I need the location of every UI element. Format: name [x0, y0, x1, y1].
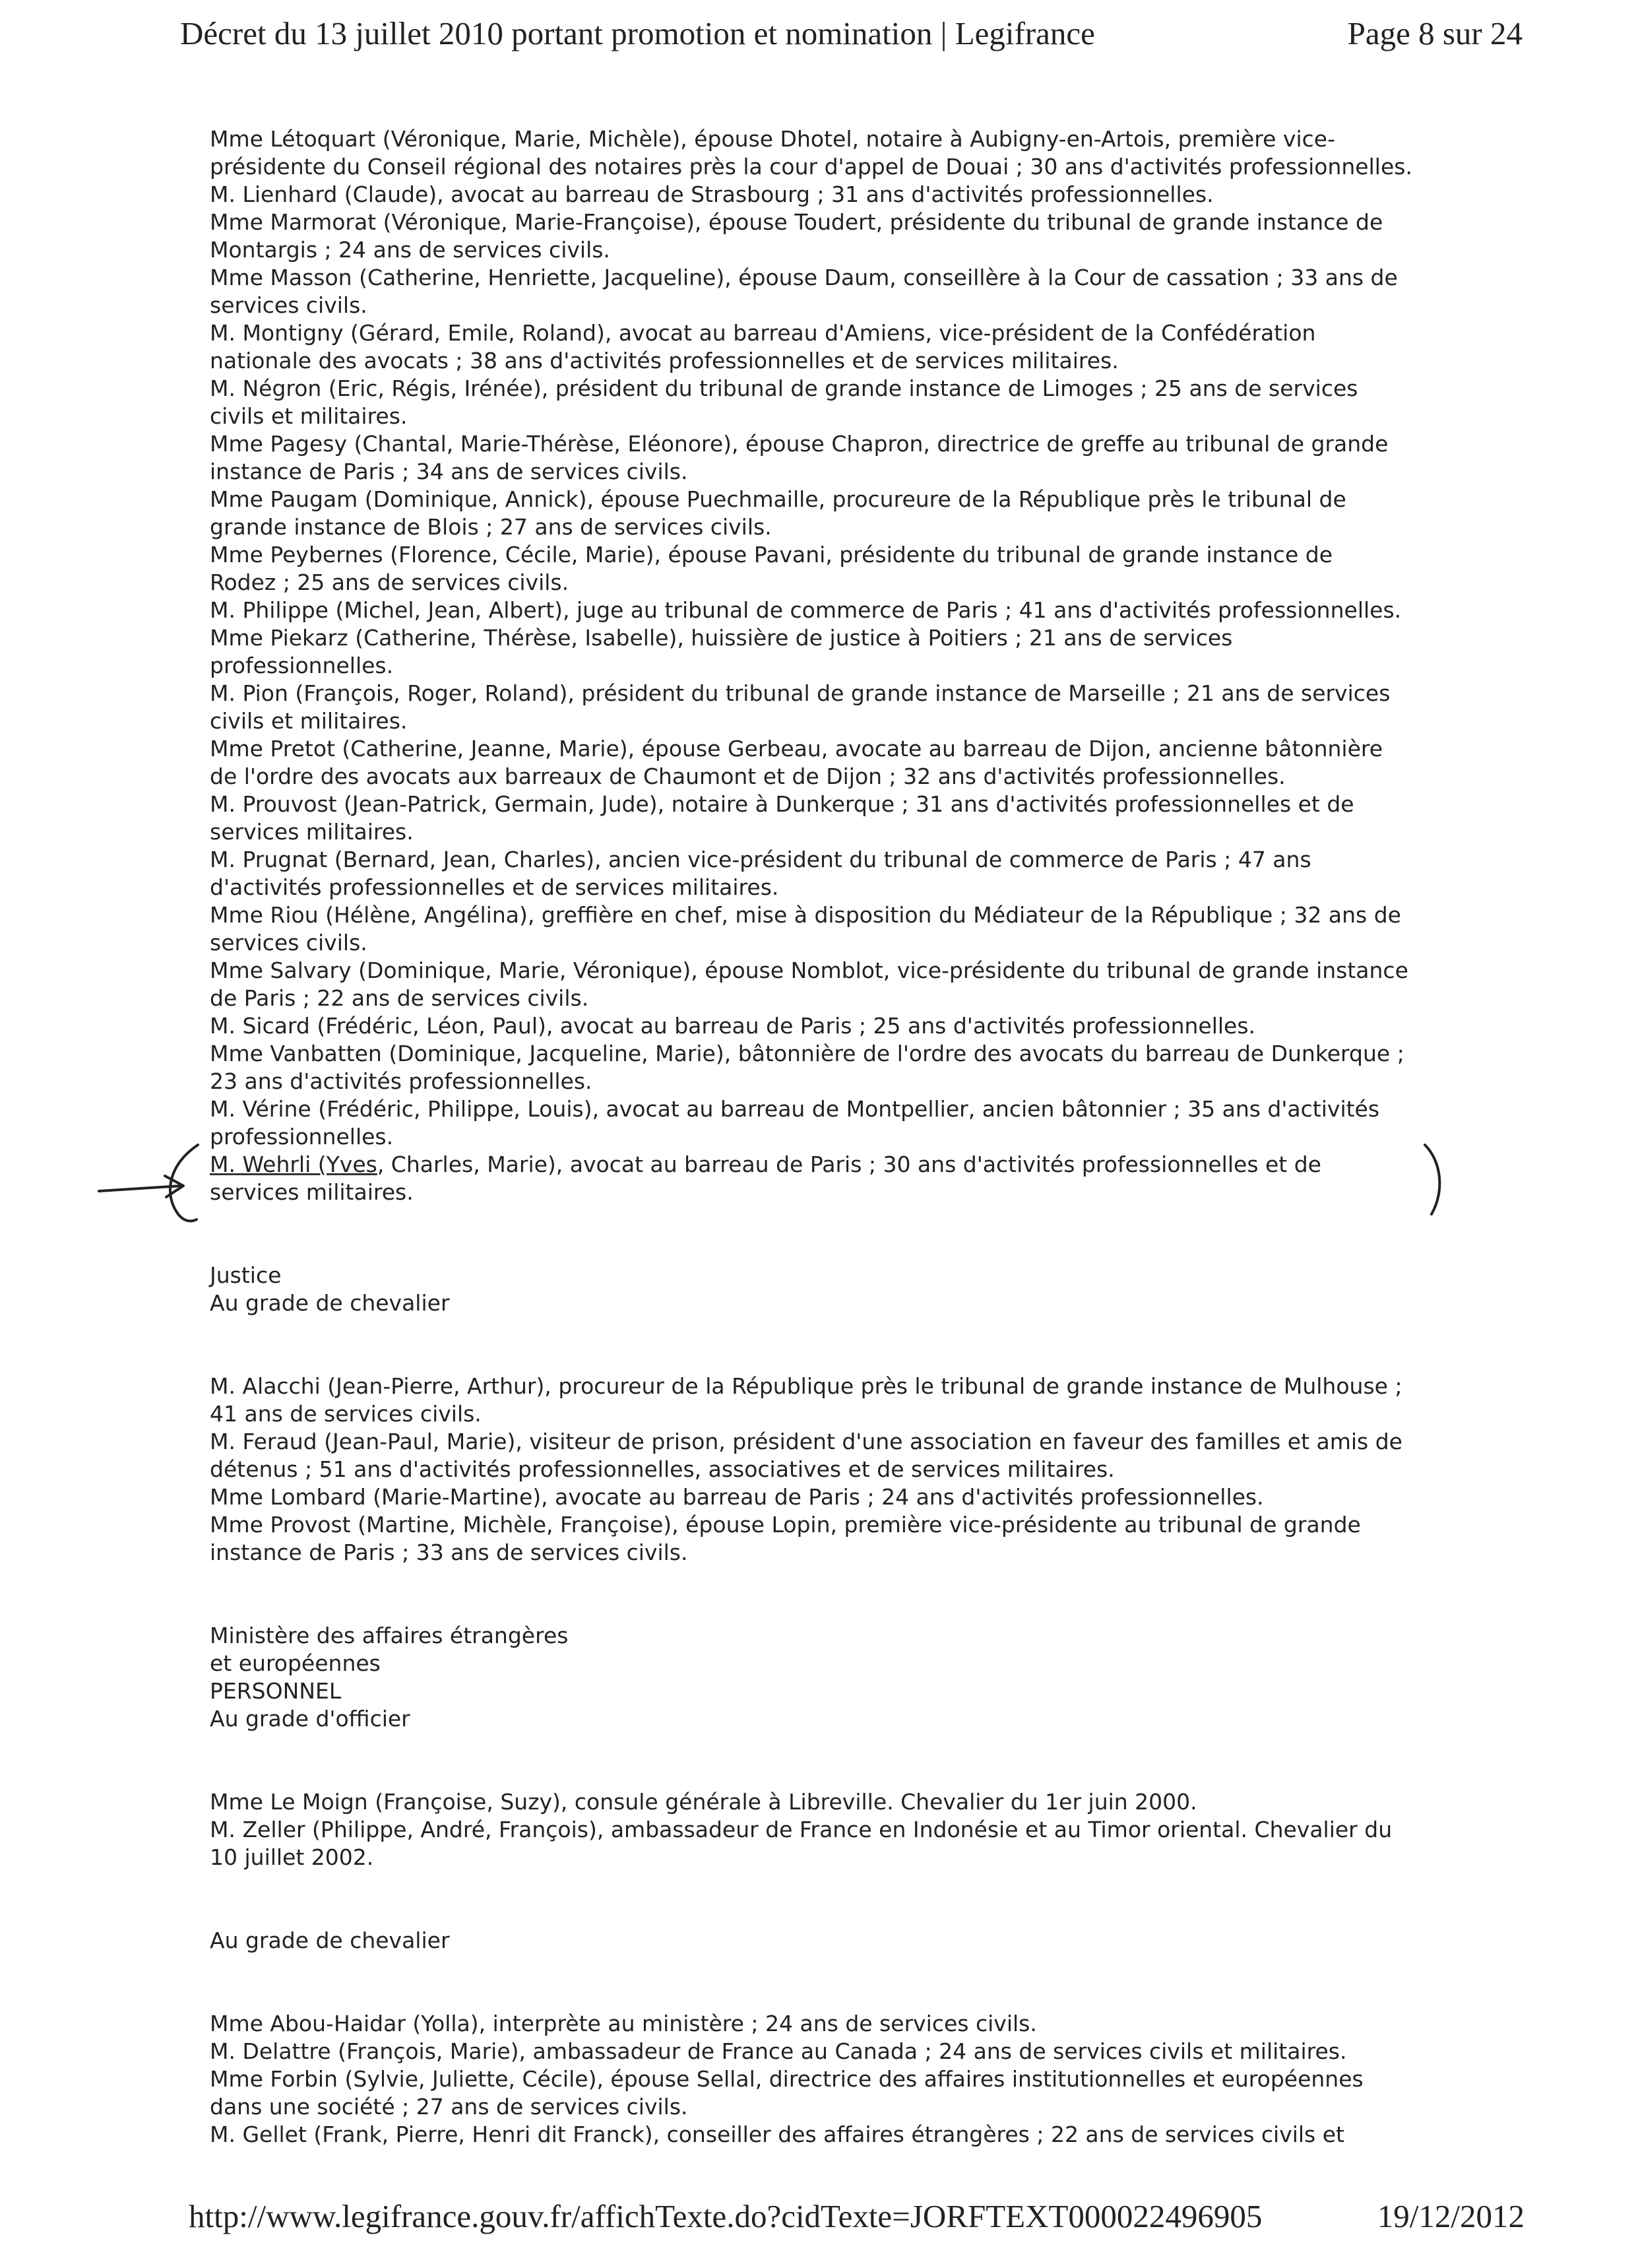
- source-url: http://www.legifrance.gouv.fr/affichTexte.do?cidTexte=JORFTEXT000022496905: [189, 2198, 1263, 2234]
- entries-top-list: [210, 125, 1503, 1206]
- list-item: M. Sicard (Frédéric, Léon, Paul), avocat au barreau de Paris ; 25 ans d'activités professionnelles.: [210, 1013, 1256, 1039]
- print-date: 19/12/2012: [1377, 2198, 1525, 2234]
- list-item: M. Prouvost (Jean-Patrick, Germain, Jude), notaire à Dunkerque ; 31 ans d'activités professionnelles et de services militaires.: [210, 791, 1354, 845]
- list-item: Mme Lombard (Marie-Martine), avocate au barreau de Paris ; 24 ans d'activités professionnelles.: [210, 1484, 1264, 1510]
- entries-justice-list: [210, 1373, 1503, 1567]
- section-heading-mae: Ministère des affaires étrangères et européennes PERSONNEL Au grade d'officier: [210, 1623, 569, 1732]
- marked-list-item: [210, 1151, 1503, 1206]
- list-item: M. Négron (Eric, Régis, Irénée), président du tribunal de grande instance de Limoges ; 25 ans de services civils et militaires.: [210, 375, 1358, 429]
- page-number: Page 8 sur 24: [1347, 15, 1523, 51]
- list-item: Mme Pagesy (Chantal, Marie-Thérèse, Eléonore), épouse Chapron, directrice de greffe au tribunal de grande instance de Paris ; 34 ans de services civils.: [210, 431, 1389, 484]
- list-item: M. Montigny (Gérard, Emile, Roland), avocat au barreau d'Amiens, vice-président de la Confédération nationale des avocats ; 38 ans d'activités professionnelles et de services militaires.: [210, 320, 1316, 373]
- section-heading-chevalier: Au grade de chevalier: [210, 1928, 450, 1953]
- underlined-name: M. Wehrli (Yves: [210, 1151, 377, 1177]
- list-item: Mme Forbin (Sylvie, Juliette, Cécile), épouse Sellal, directrice des affaires institutionnelles et européennes dans une société ; 27 ans de services civils.: [210, 2066, 1364, 2120]
- list-item: Mme Riou (Hélène, Angélina), greffière en chef, mise à disposition du Médiateur de la République ; 32 ans de services civils.: [210, 902, 1401, 956]
- list-item: M. Delattre (François, Marie), ambassadeur de France au Canada ; 24 ans de services civils et militaires.: [210, 2038, 1347, 2064]
- list-item: M. Alacchi (Jean-Pierre, Arthur), procureur de la République près le tribunal de grande instance de Mulhouse ; 41 ans de services civils.: [210, 1373, 1402, 1427]
- list-item: Mme Létoquart (Véronique, Marie, Michèle), épouse Dhotel, notaire à Aubigny-en-Artois, première vice- présidente du Conseil régional des notaires près la cour d'appel de Douai ; 30 ans d'activités professionnelles.: [210, 126, 1412, 179]
- list-item: Mme Provost (Martine, Michèle, Françoise), épouse Lopin, première vice-présidente au tribunal de grande instance de Paris ; 33 ans de services civils.: [210, 1512, 1361, 1565]
- list-item: Mme Salvary (Dominique, Marie, Véronique), épouse Nomblot, vice-présidente du tribunal de grande instance de Paris ; 22 ans de services civils.: [210, 957, 1408, 1011]
- entries-chevalier-list: [210, 2010, 1503, 2149]
- list-item: M. Lienhard (Claude), avocat au barreau de Strasbourg ; 31 ans d'activités professionnelles.: [210, 181, 1214, 207]
- list-item: M. Prugnat (Bernard, Jean, Charles), ancien vice-président du tribunal de commerce de Paris ; 47 ans d'activités professionnelles et de services militaires.: [210, 847, 1311, 900]
- list-item: M. Zeller (Philippe, André, François), ambassadeur de France en Indonésie et au Timor oriental. Chevalier du 10 juillet 2002.: [210, 1817, 1393, 1870]
- list-item: Mme Masson (Catherine, Henriette, Jacqueline), épouse Daum, conseillère à la Cour de cassation ; 33 ans de services civils.: [210, 265, 1398, 318]
- document-title: Décret du 13 juillet 2010 portant promotion et nomination | Legifrance: [180, 15, 1095, 51]
- list-item: M. Gellet (Frank, Pierre, Henri dit Franck), conseiller des affaires étrangères ; 22 ans de services civils et: [210, 2122, 1344, 2147]
- list-item: Mme Marmorat (Véronique, Marie-Françoise), épouse Toudert, présidente du tribunal de grande instance de Montargis ; 24 ans de services civils.: [210, 209, 1383, 263]
- list-item: M. Pion (François, Roger, Roland), président du tribunal de grande instance de Marseille ; 21 ans de services civils et militaires.: [210, 680, 1391, 734]
- list-item: Mme Vanbatten (Dominique, Jacqueline, Marie), bâtonnière de l'ordre des avocats du barreau de Dunkerque ; 23 ans d'activités professionnelles.: [210, 1041, 1404, 1094]
- entries-officier-list: [210, 1788, 1503, 1871]
- list-item: M. Feraud (Jean-Paul, Marie), visiteur de prison, président d'une association en faveur des familles et amis de détenus ; 51 ans d'activités professionnelles, associatives et de services militaires.: [210, 1429, 1402, 1482]
- marked-entry-rest: , Charles, Marie), avocat au barreau de Paris ; 30 ans d'activités professionnelles et de services militaires.: [210, 1151, 1321, 1205]
- list-item: Mme Pretot (Catherine, Jeanne, Marie), épouse Gerbeau, avocate au barreau de Dijon, ancienne bâtonnière de l'ordre des avocats aux barreaux de Chaumont et de Dijon ; 32 ans d'activités professionnelles.: [210, 736, 1383, 789]
- list-item: Mme Peybernes (Florence, Cécile, Marie), épouse Pavani, présidente du tribunal de grande instance de Rodez ; 25 ans de services civils.: [210, 542, 1333, 595]
- list-item: M. Philippe (Michel, Jean, Albert), juge au tribunal de commerce de Paris ; 41 ans d'activités professionnelles.: [210, 597, 1402, 623]
- list-item: Mme Abou-Haidar (Yolla), interprète au ministère ; 24 ans de services civils.: [210, 2011, 1037, 2036]
- arrow-line: [99, 1186, 181, 1191]
- section-heading-justice: Justice Au grade de chevalier: [210, 1262, 450, 1316]
- document-body: [210, 125, 1503, 2149]
- arrow-head: [165, 1176, 183, 1197]
- arrow-left-bracket: [170, 1145, 198, 1221]
- list-item: Mme Le Moign (Françoise, Suzy), consule générale à Libreville. Chevalier du 1er juin 2000.: [210, 1789, 1197, 1815]
- list-item: Mme Paugam (Dominique, Annick), épouse Puechmaille, procureure de la République près le tribunal de grande instance de Blois ; 27 ans de services civils.: [210, 486, 1346, 540]
- list-item: Mme Piekarz (Catherine, Thérèse, Isabelle), huissière de justice à Poitiers ; 21 ans de services professionnelles.: [210, 625, 1233, 678]
- list-item: M. Vérine (Frédéric, Philippe, Louis), avocat au barreau de Montpellier, ancien bâtonnier ; 35 ans d'activités professionnelles.: [210, 1096, 1380, 1150]
